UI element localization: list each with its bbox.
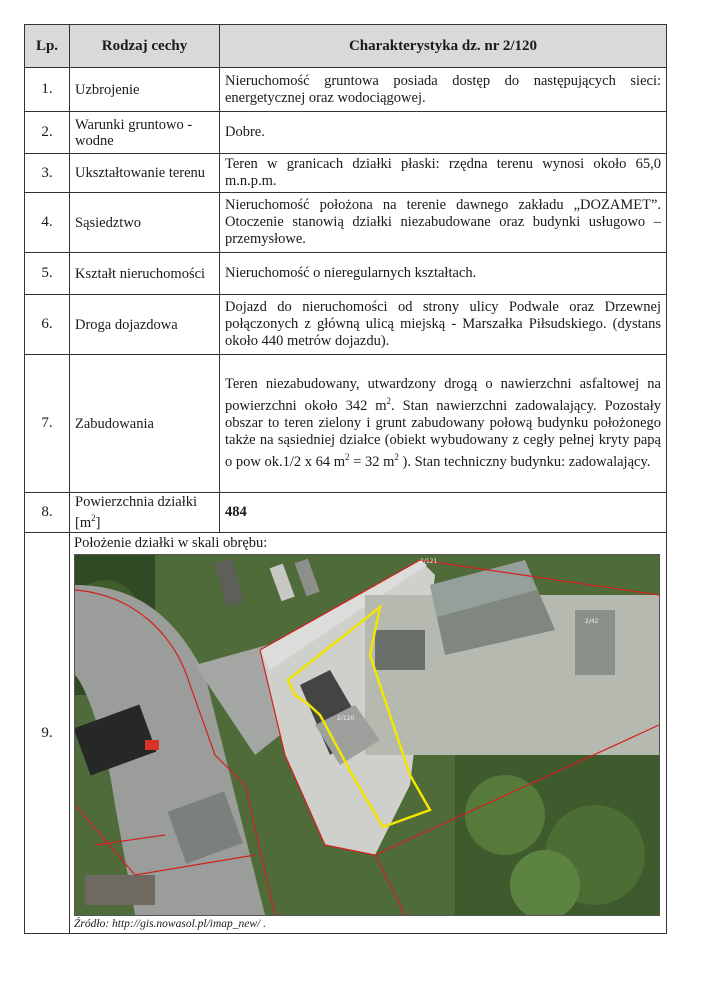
feature-type: Ukształtowanie terenu [70,154,220,193]
row-number: 3. [25,154,70,193]
header-lp: Lp. [25,25,70,68]
row-number: 4. [25,193,70,253]
feature-value: Dobre. [220,112,667,154]
feature-type: Powierzchnia działki $[m^2]$ [70,493,220,533]
feature-type: Kształt nieruchomości [70,253,220,295]
feature-value: Nieruchomość o nieregularnych kształtach. [220,253,667,295]
table-row [25,68,667,112]
feature-value: Nieruchomość gruntowa posiada dostęp do następujących sieci: energetycznej oraz wodociągowej. [220,68,667,112]
map-cell [70,533,667,934]
table-row [25,355,667,493]
header-feature-type: Rodzaj cechy [70,25,220,68]
row-number: 1. [25,68,70,112]
parcel-aerial-map [74,554,660,916]
feature-type: Uzbrojenie [70,68,220,112]
feature-type: Zabudowania [70,355,220,493]
row-number: 9. [25,533,70,934]
feature-type: Droga dojazdowa [70,295,220,355]
header-characteristics: Charakterystyka dz. nr 2/120 [220,25,667,68]
map-caption: Położenie działki w skali obrębu: [74,535,268,551]
feature-value: Nieruchomość położona na terenie dawnego zakładu „DOZAMET”. Otoczenie stanowią działki niezabudowane oraz budynki usługowo – przemysłowe. [220,193,667,253]
table-row [25,533,667,934]
map-svg [75,555,659,915]
characteristics-table [24,24,667,934]
row-number: 8. [25,493,70,533]
label-2-121: 2/121 [420,558,438,565]
label-2-120: 2/120 [337,715,355,722]
row-number: 6. [25,295,70,355]
table-row [25,112,667,154]
plot-area-value: 484 [220,493,667,533]
table-row [25,295,667,355]
table-header-row [25,25,667,68]
feature-value: Teren w granicach działki płaski: rzędna terenu wynosi około 65,0 m.n.p.m. [220,154,667,193]
table-row [25,493,667,533]
row-number: 5. [25,253,70,295]
feature-value: Dojazd do nieruchomości od strony ulicy Podwale oraz Drzewnej połączonych z główną ulicą miejską - Marszałka Piłsudskiego. (dystans około 440 metrów dojazdu). [220,295,667,355]
table-row [25,253,667,295]
table-row [25,193,667,253]
feature-value: Teren niezabudowany, utwardzony drogą o nawierzchni asfaltowej na powierzchni około 342 $m^2$. Stan nawierzchni zadowalający. Pozostały obszar to teren zielony i grunt zabudowany połową budynku położonego także na sąsiedniej działce (obiekt wybudowany z cegły pełnej kryty papą o pow ok.1/2 x 64 $m^2 = 32$ $m^2$ ). Stan techniczny budynku: zadowalający. [220,355,667,493]
row-number: 2. [25,112,70,154]
table-row [25,154,667,193]
feature-type: Sąsiedztwo [70,193,220,253]
feature-type: Warunki gruntowo - wodne [70,112,220,154]
label-2-42: 2/42 [585,618,599,625]
row-number: 7. [25,355,70,493]
map-source: Źródło: http://gis.nowasol.pl/imap_new/ . [74,918,267,930]
